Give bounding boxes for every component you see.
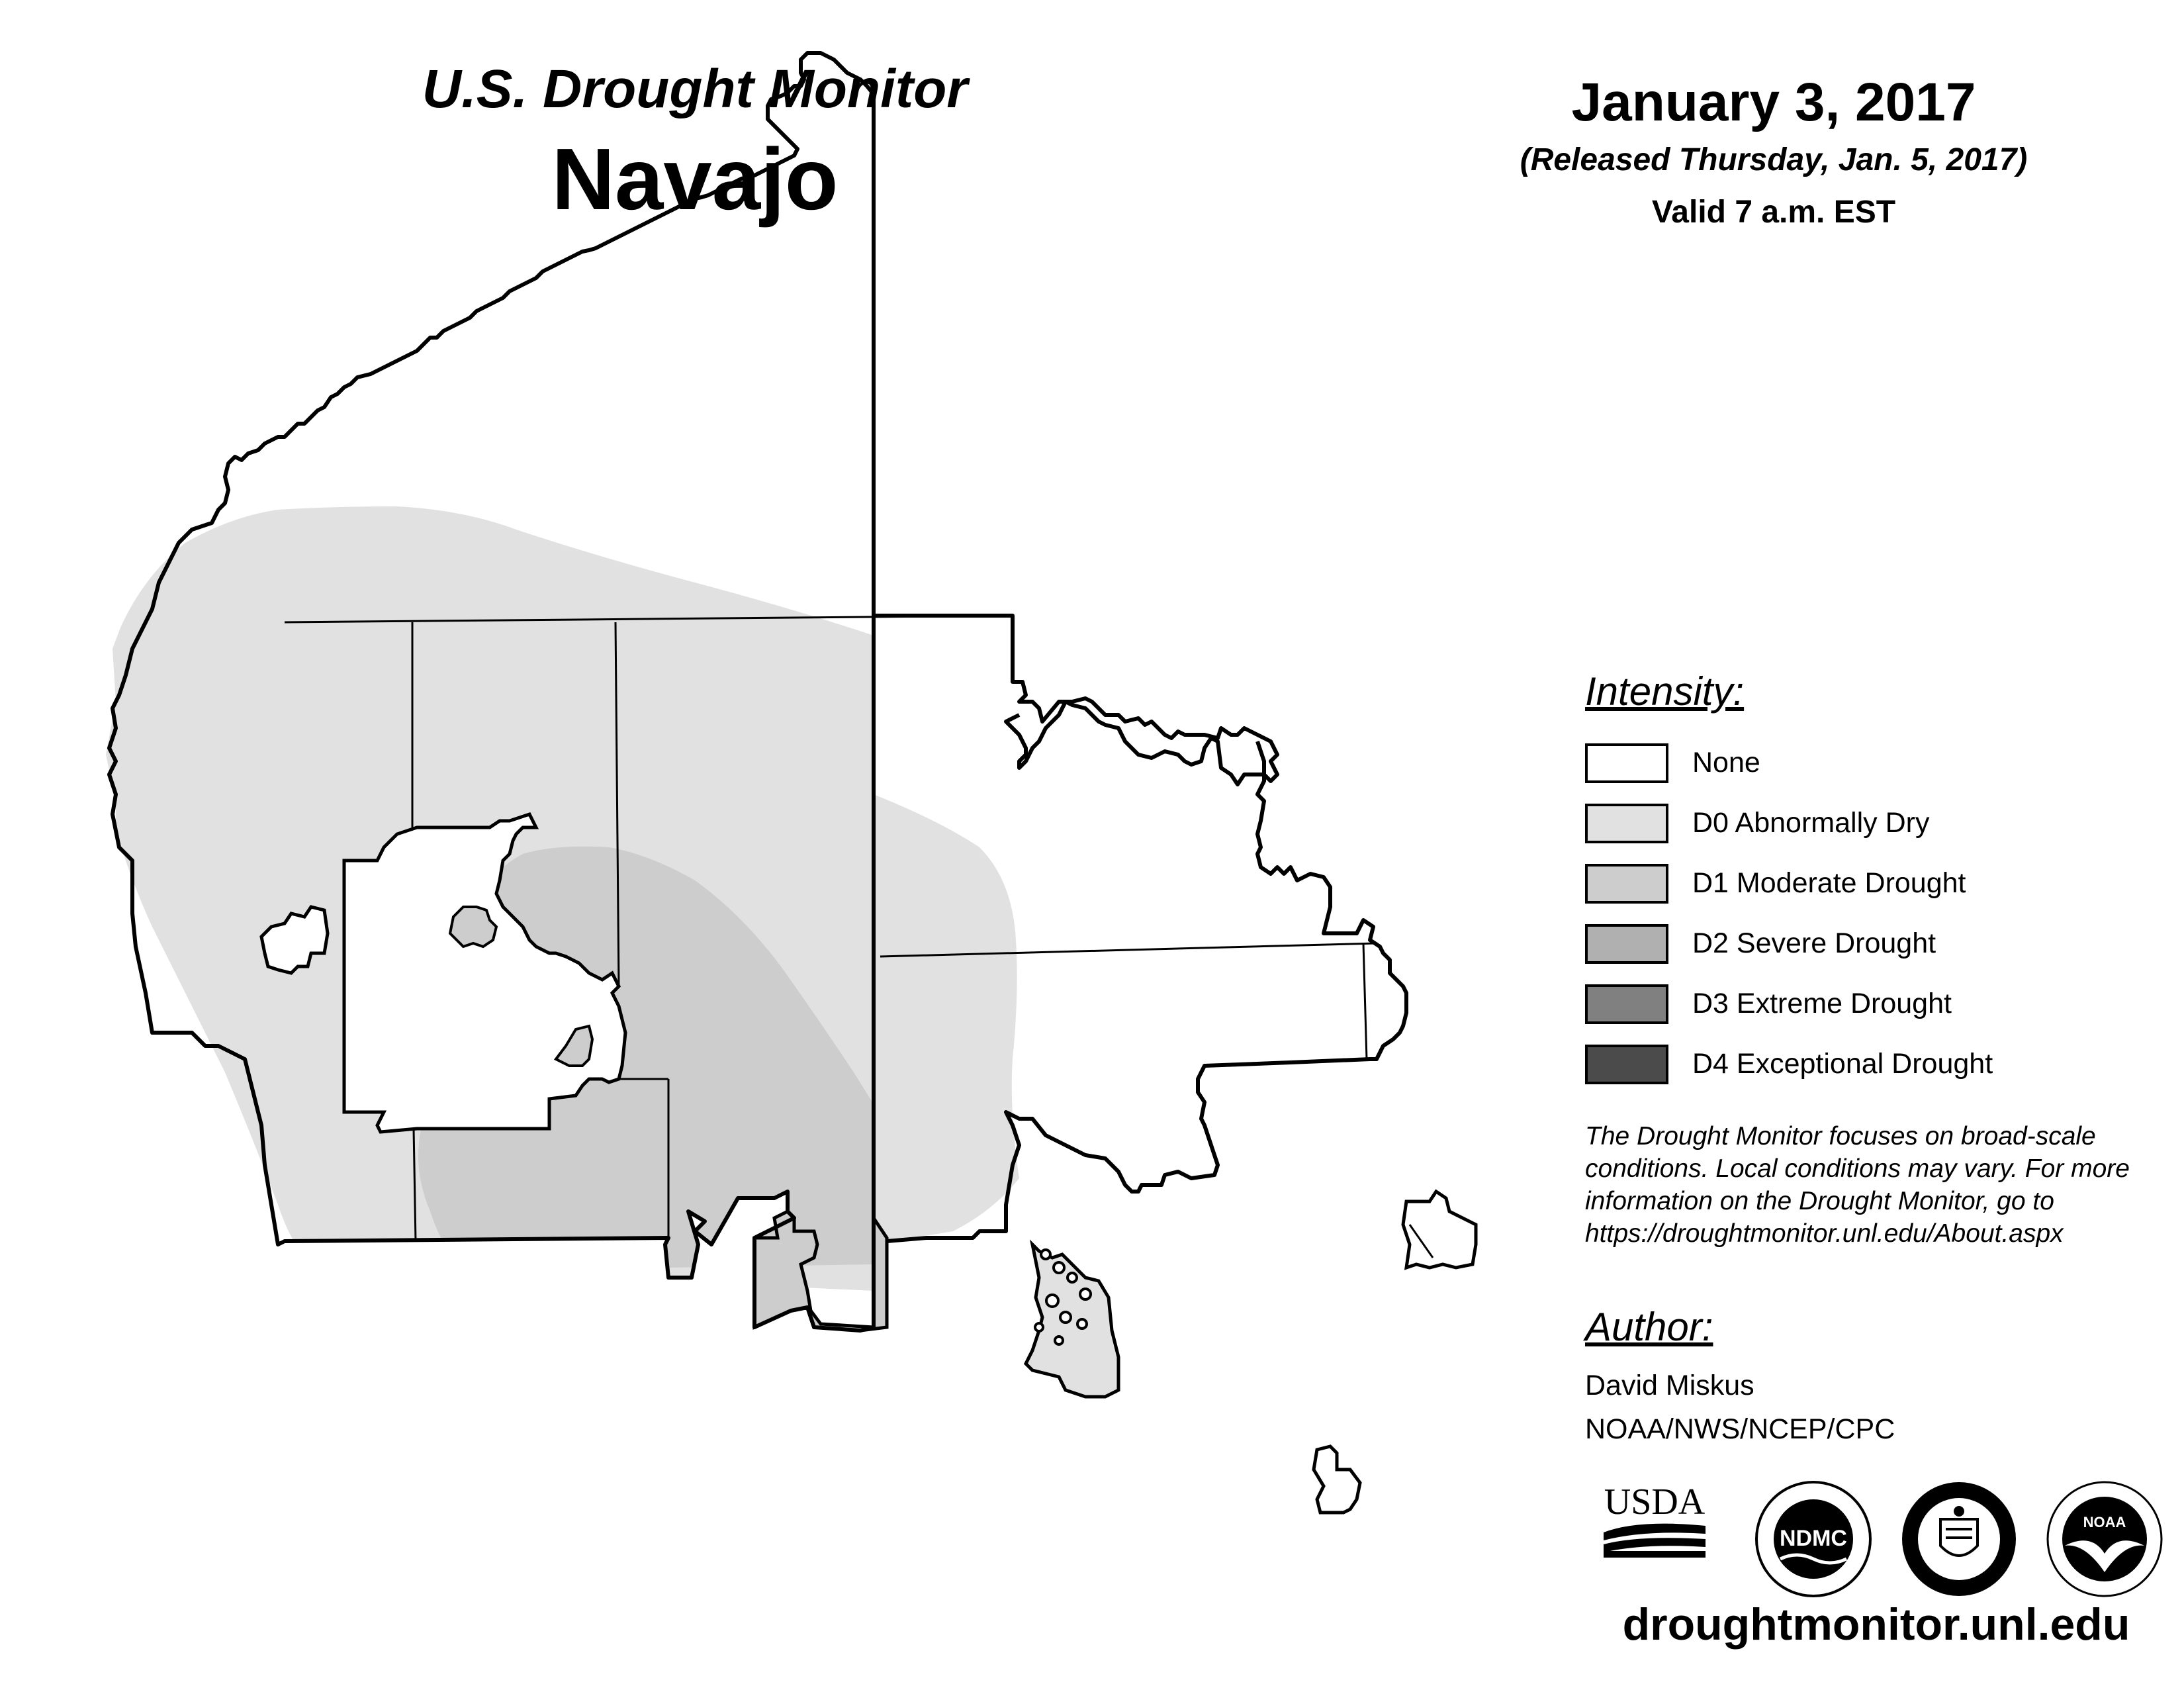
legend-swatch	[1585, 743, 1668, 783]
agency-logos	[1585, 1479, 2167, 1605]
southeast-d0-patch	[1026, 1244, 1118, 1397]
d0-east-area	[874, 794, 1019, 1244]
legend-label: D0 Abnormally Dry	[1692, 807, 1930, 839]
legend-swatch	[1585, 984, 1668, 1024]
note-line: The Drought Monitor focuses on broad-scale	[1585, 1122, 2096, 1150]
noaa-logo	[2045, 1479, 2164, 1599]
legend-label: D2 Severe Drought	[1692, 927, 1936, 959]
usda-logo	[1598, 1479, 1711, 1559]
legend-item-d2	[1585, 914, 2167, 974]
website-link[interactable]: droughtmonitor.unl.edu	[1622, 1599, 2130, 1650]
noaa-logo-text: NOAA	[2083, 1514, 2126, 1530]
ndmc-logo-text: NDMC	[1780, 1526, 1847, 1551]
legend-label: D1 Moderate Drought	[1692, 867, 1966, 899]
legend-items	[1585, 733, 2167, 1094]
title-block	[357, 60, 1032, 227]
ndmc-logo	[1754, 1479, 1873, 1599]
doc-seal	[1899, 1479, 2019, 1599]
legend	[1585, 669, 2167, 1094]
note-link[interactable]: https://droughtmonitor.unl.edu/About.aspx	[1585, 1219, 2064, 1248]
legend-item-d4	[1585, 1034, 2167, 1094]
far-southeast-enclave	[1314, 1446, 1360, 1513]
legend-item-none	[1585, 733, 2167, 793]
legend-swatch	[1585, 804, 1668, 843]
usda-logo-text: USDA	[1604, 1481, 1706, 1523]
legend-heading: Intensity:	[1585, 669, 1745, 714]
author-heading: Author:	[1585, 1305, 1713, 1349]
release-date: (Released Thursday, Jan. 5, 2017)	[1520, 142, 2028, 178]
legend-item-d3	[1585, 974, 2167, 1034]
date-block	[1443, 71, 2105, 230]
map-supertitle: U.S. Drought Monitor	[422, 59, 968, 119]
legend-label: D3 Extreme Drought	[1692, 988, 1952, 1019]
author-name: David Miskus	[1585, 1370, 1754, 1401]
legend-swatch	[1585, 924, 1668, 964]
legend-label: D4 Exceptional Drought	[1692, 1048, 1993, 1080]
valid-time: Valid 7 a.m. EST	[1651, 195, 1896, 230]
map-date: January 3, 2017	[1571, 72, 1976, 132]
author-org: NOAA/NWS/NCEP/CPC	[1585, 1413, 1895, 1445]
note-line: information on the Drought Monitor, go to	[1585, 1187, 2054, 1215]
legend-label: None	[1692, 747, 1760, 778]
disclaimer-note	[1585, 1120, 2167, 1250]
legend-item-d0	[1585, 793, 2167, 853]
legend-item-d1	[1585, 853, 2167, 914]
legend-swatch	[1585, 864, 1668, 904]
note-line: conditions. Local conditions may vary. For more	[1585, 1154, 2130, 1183]
map-title: Navajo	[551, 130, 839, 228]
legend-swatch	[1585, 1045, 1668, 1084]
author-block	[1585, 1307, 2167, 1446]
